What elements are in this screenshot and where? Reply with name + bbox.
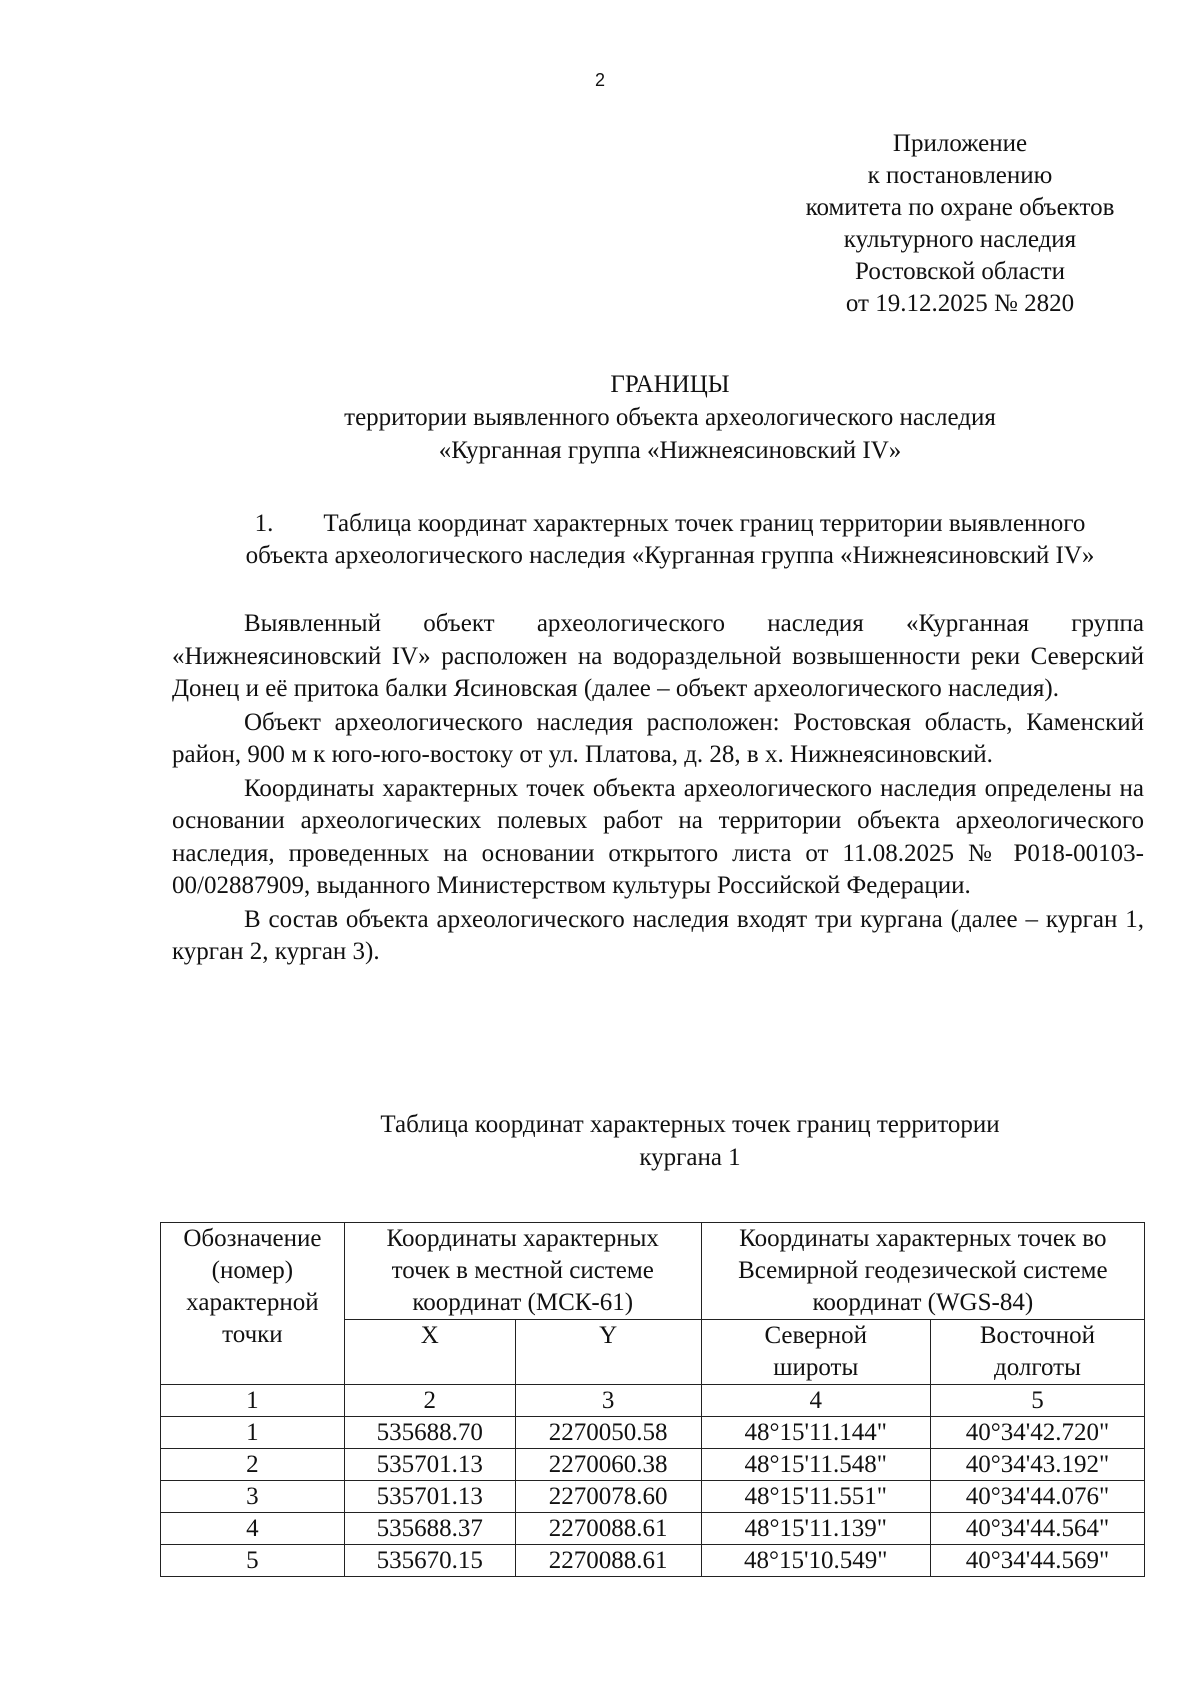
coordinates-table	[160, 1222, 1145, 1577]
coord-x: 535688.70	[344, 1417, 515, 1449]
section-number: 1.	[254, 510, 274, 537]
header-text: широты	[773, 1354, 859, 1381]
section-heading	[180, 508, 1160, 572]
latitude: 48°15'11.139"	[701, 1513, 930, 1545]
column-number: 3	[515, 1385, 701, 1417]
header-x-cell: X	[344, 1320, 515, 1385]
coord-y: 2270088.61	[515, 1513, 701, 1545]
header-text: точки	[222, 1321, 283, 1348]
section-heading-line: объекта археологического наследия «Курганная группа «Нижнеясиновский IV»	[245, 542, 1095, 569]
header-text: (номер)	[211, 1257, 294, 1284]
paragraph: Выявленный объект археологического наследия «Курганная группа «Нижнеясиновский IV» расположен на водораздельной возвышенности реки Северский Донец и её притока балки Ясиновская (далее – объект археологического наследия).	[172, 610, 1144, 702]
table-row	[161, 1417, 1145, 1449]
latitude: 48°15'11.144"	[701, 1417, 930, 1449]
longitude: 40°34'44.564"	[930, 1513, 1144, 1545]
table-row	[161, 1545, 1145, 1577]
paragraph: Объект археологического наследия расположен: Ростовская область, Каменский район, 900 м к юго-юго-востоку от ул. Платова, д. 28, в х. Нижнеясиновский.	[172, 708, 1144, 768]
header-text: Северной	[764, 1322, 868, 1349]
point-number: 3	[161, 1481, 345, 1513]
header-point-cell	[161, 1223, 345, 1385]
header-text: Восточной	[979, 1322, 1096, 1349]
title-main: ГРАНИЦЫ	[610, 371, 730, 398]
column-number: 5	[930, 1385, 1144, 1417]
header-text: Координаты характерных точек во	[739, 1225, 1107, 1252]
coord-x: 535688.37	[344, 1513, 515, 1545]
point-number: 2	[161, 1449, 345, 1481]
appendix-line: культурного наследия	[843, 226, 1077, 253]
table-row	[161, 1449, 1145, 1481]
page-number: 2	[594, 70, 605, 90]
table-row	[161, 1481, 1145, 1513]
section-title-part: Таблица координат характерных точек границ территории выявленного	[323, 510, 1086, 537]
point-number: 1	[161, 1417, 345, 1449]
longitude: 40°34'42.720"	[930, 1417, 1144, 1449]
table-caption-line: кургана 1	[639, 1144, 741, 1171]
header-lat-cell	[701, 1320, 930, 1385]
point-number: 5	[161, 1545, 345, 1577]
coord-x: 535701.13	[344, 1481, 515, 1513]
appendix-line: комитета по охране объектов	[805, 194, 1115, 221]
appendix-line: от 19.12.2025 № 2820	[845, 290, 1075, 317]
table-row	[161, 1513, 1145, 1545]
coord-x: 535670.15	[344, 1545, 515, 1577]
longitude: 40°34'43.192"	[930, 1449, 1144, 1481]
header-msk-cell	[344, 1223, 701, 1320]
appendix-line: Ростовской области	[855, 258, 1065, 285]
table-caption-line: Таблица координат характерных точек границ территории	[380, 1111, 1000, 1138]
column-number: 4	[701, 1385, 930, 1417]
section-heading-line	[180, 508, 1160, 540]
header-text: характерной	[186, 1289, 319, 1316]
latitude: 48°15'10.549"	[701, 1545, 930, 1577]
longitude: 40°34'44.076"	[930, 1481, 1144, 1513]
title-line: территории выявленного объекта археологического наследия	[344, 404, 996, 431]
appendix-block	[740, 128, 1180, 320]
column-number-row	[161, 1385, 1145, 1417]
table-caption	[300, 1108, 1080, 1174]
coord-y: 2270078.60	[515, 1481, 701, 1513]
header-text: точек в местной системе	[391, 1257, 654, 1284]
latitude: 48°15'11.551"	[701, 1481, 930, 1513]
header-lon-cell	[930, 1320, 1144, 1385]
paragraph: Координаты характерных точек объекта археологического наследия определены на основании археологических полевых работ на территории объекта археологического наследия, проведенных на основании открытого листа от 11.08.2025 № Р018-00103-00/02887909, выданного Министерством культуры Российской Федерации.	[172, 774, 1144, 899]
header-text: Обозначение	[183, 1225, 322, 1252]
header-wgs-cell	[701, 1223, 1144, 1320]
header-text: долготы	[993, 1354, 1081, 1381]
coord-y: 2270088.61	[515, 1545, 701, 1577]
paragraph: В состав объекта археологического наследия входят три кургана (далее – курган 1, курган 2, курган 3).	[172, 905, 1144, 965]
column-number: 1	[161, 1385, 345, 1417]
latitude: 48°15'11.548"	[701, 1449, 930, 1481]
point-number: 4	[161, 1513, 345, 1545]
body-text	[172, 608, 1144, 970]
header-text: координат (МСК-61)	[412, 1289, 634, 1316]
longitude: 40°34'44.569"	[930, 1545, 1144, 1577]
appendix-line: к постановлению	[867, 162, 1053, 189]
header-text: Координаты характерных	[386, 1225, 659, 1252]
coord-y: 2270050.58	[515, 1417, 701, 1449]
header-text: Всемирной геодезической системе	[738, 1257, 1108, 1284]
appendix-line: Приложение	[892, 130, 1028, 157]
header-text: координат (WGS-84)	[812, 1289, 1034, 1316]
document-title	[170, 368, 1170, 467]
title-line: «Курганная группа «Нижнеясиновский IV»	[438, 437, 902, 464]
coord-y: 2270060.38	[515, 1449, 701, 1481]
coord-x: 535701.13	[344, 1449, 515, 1481]
header-y-cell: Y	[515, 1320, 701, 1385]
column-number: 2	[344, 1385, 515, 1417]
